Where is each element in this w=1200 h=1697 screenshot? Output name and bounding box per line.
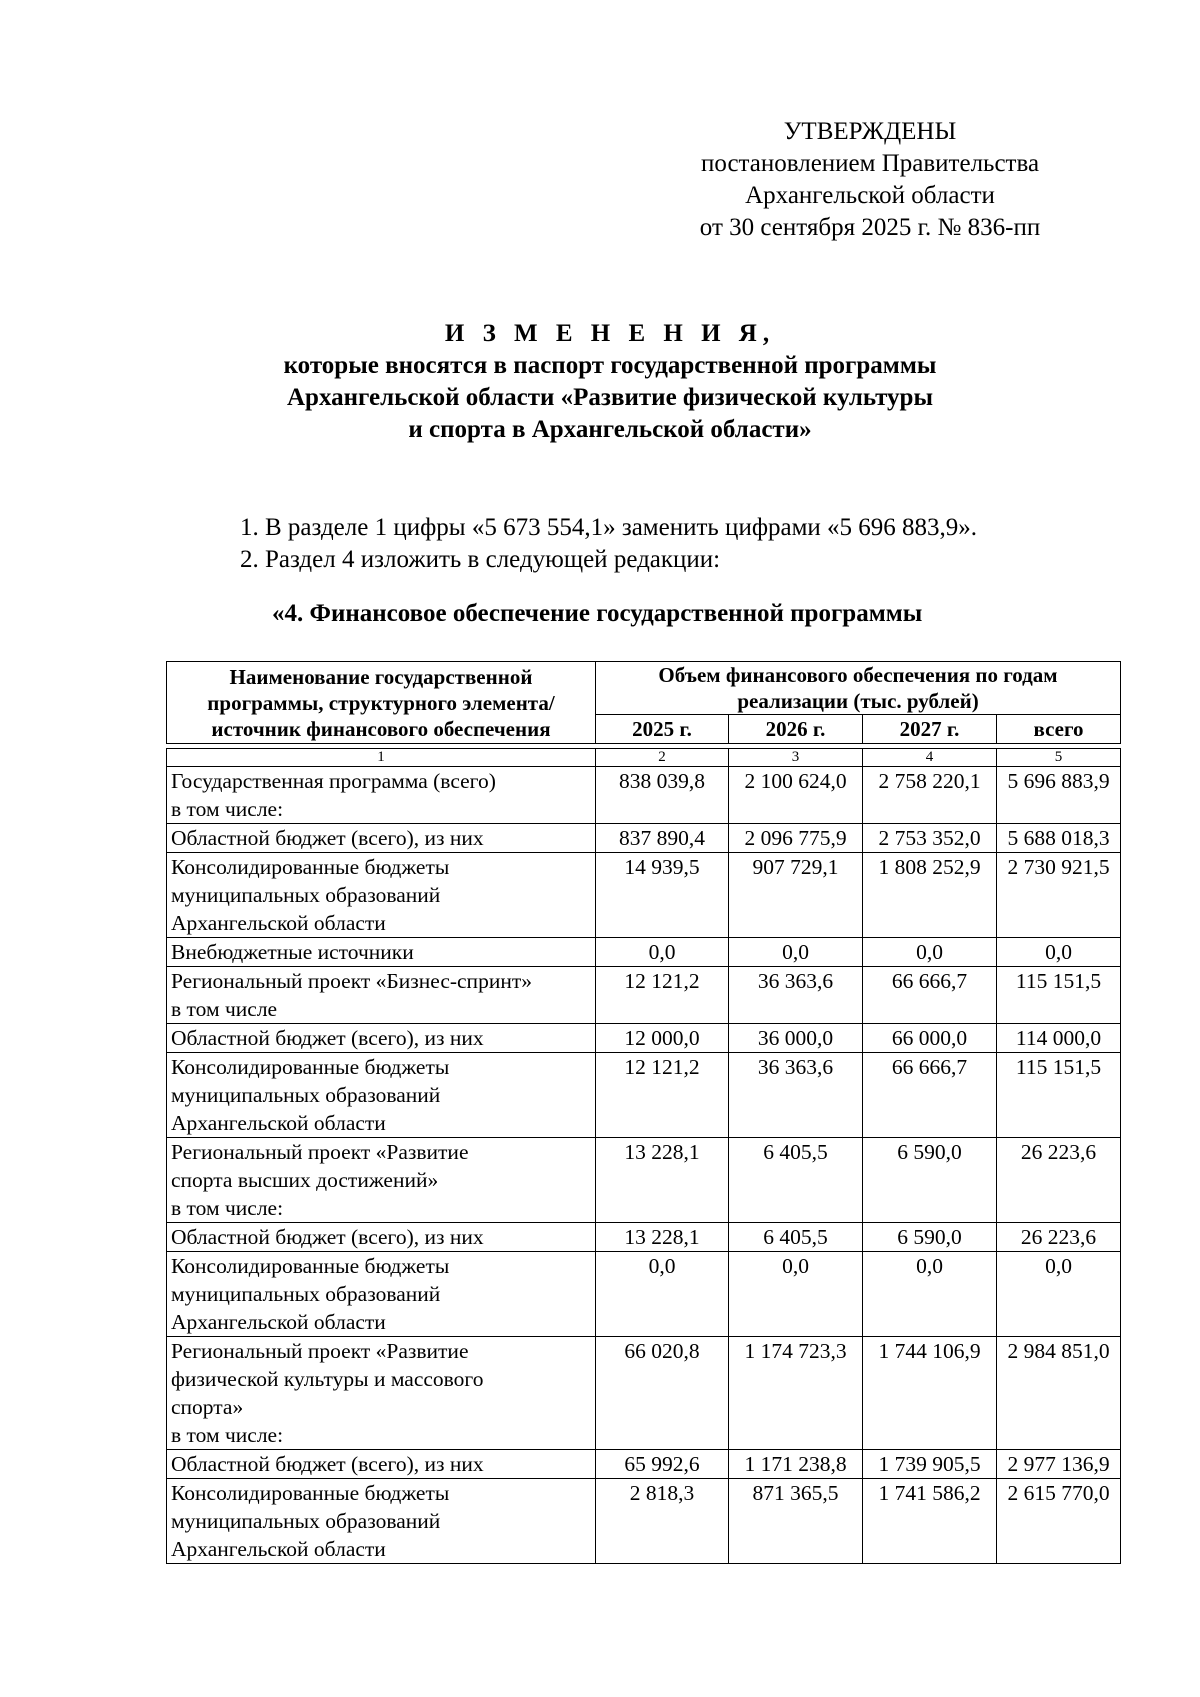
value-cell: 5 696 883,9	[997, 767, 1121, 824]
value-cell: 66 000,0	[863, 1024, 997, 1053]
row-label-line: Архангельской области	[171, 1310, 386, 1334]
row-label	[167, 938, 596, 967]
header-volume-line-1: Объем финансового обеспечения по годам	[658, 663, 1058, 687]
value-cell: 6 590,0	[863, 1223, 997, 1252]
column-numbers-row	[167, 749, 1121, 767]
row-label	[167, 1138, 596, 1223]
value-cell: 1 171 238,8	[729, 1450, 863, 1479]
value-cell: 6 405,5	[729, 1223, 863, 1252]
table-row	[167, 1138, 1121, 1223]
value-cell: 36 000,0	[729, 1024, 863, 1053]
row-label	[167, 767, 596, 824]
approval-region: Архангельской области	[745, 182, 995, 209]
value-cell: 6 590,0	[863, 1138, 997, 1223]
change-items	[240, 512, 977, 576]
value-cell: 66 666,7	[863, 1053, 997, 1138]
column-number: 3	[729, 749, 863, 767]
value-cell: 1 739 905,5	[863, 1450, 997, 1479]
value-cell: 0,0	[729, 1252, 863, 1337]
change-item-1: 1. В разделе 1 цифры «5 673 554,1» заменить цифрами «5 696 883,9».	[240, 514, 978, 541]
value-cell: 0,0	[596, 1252, 729, 1337]
title-line-2: Архангельской области «Развитие физической культуры	[287, 384, 933, 411]
value-cell: 871 365,5	[729, 1479, 863, 1564]
row-label-line: Консолидированные бюджеты	[171, 1055, 450, 1079]
value-cell: 0,0	[863, 938, 997, 967]
approval-resolution: постановлением Правительства	[700, 150, 1040, 177]
header-year-2026: 2026 г.	[729, 715, 863, 744]
value-cell: 65 992,6	[596, 1450, 729, 1479]
row-label-line: спорта высших достижений»	[171, 1168, 439, 1192]
row-label-line: Региональный проект «Развитие	[171, 1339, 469, 1363]
row-label	[167, 1053, 596, 1138]
value-cell: 5 688 018,3	[997, 824, 1121, 853]
value-cell: 36 363,6	[729, 1053, 863, 1138]
row-label	[167, 1024, 596, 1053]
value-cell: 1 174 723,3	[729, 1337, 863, 1450]
value-cell: 12 000,0	[596, 1024, 729, 1053]
row-label-line: в том числе:	[171, 1196, 284, 1220]
table-row	[167, 824, 1121, 853]
column-number: 1	[167, 749, 596, 767]
value-cell: 837 890,4	[596, 824, 729, 853]
row-label-line: спорта»	[171, 1395, 244, 1419]
value-cell: 2 818,3	[596, 1479, 729, 1564]
value-cell: 12 121,2	[596, 1053, 729, 1138]
row-label-line: Региональный проект «Развитие	[171, 1140, 469, 1164]
header-volume-cell	[596, 662, 1121, 715]
row-label-line: Архангельской области	[171, 1537, 386, 1561]
title-heading: И З М Е Н Е Н И Я,	[444, 320, 776, 347]
header-name-line-2: программы, структурного элемента/	[207, 690, 555, 715]
row-label-line: Внебюджетные источники	[171, 940, 414, 964]
table-row	[167, 1450, 1121, 1479]
header-year-2027: 2027 г.	[863, 715, 997, 744]
value-cell: 2 753 352,0	[863, 824, 997, 853]
value-cell: 115 151,5	[997, 1053, 1121, 1138]
value-cell: 26 223,6	[997, 1223, 1121, 1252]
row-label-line: в том числе	[171, 997, 278, 1021]
value-cell: 26 223,6	[997, 1138, 1121, 1223]
value-cell: 66 020,8	[596, 1337, 729, 1450]
row-label	[167, 967, 596, 1024]
table-row	[167, 767, 1121, 824]
approval-heading: УТВЕРЖДЕНЫ	[783, 118, 957, 145]
value-cell: 2 758 220,1	[863, 767, 997, 824]
row-label-line: Архангельской области	[171, 1111, 386, 1135]
value-cell: 2 615 770,0	[997, 1479, 1121, 1564]
section-title: «4. Финансовое обеспечение государственной программы	[272, 600, 923, 627]
value-cell: 2 977 136,9	[997, 1450, 1121, 1479]
value-cell: 2 096 775,9	[729, 824, 863, 853]
row-label	[167, 824, 596, 853]
row-label-line: физической культуры и массового	[171, 1367, 484, 1391]
row-label-line: муниципальных образований	[171, 883, 441, 907]
value-cell: 66 666,7	[863, 967, 997, 1024]
value-cell: 0,0	[863, 1252, 997, 1337]
table-row	[167, 1337, 1121, 1450]
value-cell: 0,0	[997, 938, 1121, 967]
header-total: всего	[997, 715, 1121, 744]
value-cell: 907 729,1	[729, 853, 863, 938]
header-year-2025: 2025 г.	[596, 715, 729, 744]
value-cell: 838 039,8	[596, 767, 729, 824]
row-label-line: Областной бюджет (всего), из них	[171, 826, 484, 850]
value-cell: 0,0	[729, 938, 863, 967]
row-label-line: муниципальных образований	[171, 1282, 441, 1306]
value-cell: 114 000,0	[997, 1024, 1121, 1053]
row-label-line: в том числе:	[171, 1423, 284, 1447]
row-label-line: Региональный проект «Бизнес-спринт»	[171, 969, 532, 993]
row-label-line: Консолидированные бюджеты	[171, 855, 450, 879]
table-row	[167, 967, 1121, 1024]
value-cell: 13 228,1	[596, 1223, 729, 1252]
row-label	[167, 853, 596, 938]
table-row	[167, 938, 1121, 967]
value-cell: 0,0	[596, 938, 729, 967]
table-row	[167, 1479, 1121, 1564]
table-row	[167, 1024, 1121, 1053]
value-cell: 115 151,5	[997, 967, 1121, 1024]
table-row	[167, 1223, 1121, 1252]
financing-table	[166, 748, 1121, 1564]
row-label-line: Архангельской области	[171, 911, 386, 935]
table-row	[167, 853, 1121, 938]
row-label-line: Консолидированные бюджеты	[171, 1254, 450, 1278]
header-volume-line-2: реализации (тыс. рублей)	[737, 689, 979, 713]
value-cell: 6 405,5	[729, 1138, 863, 1223]
table-header	[166, 661, 1121, 744]
row-label	[167, 1337, 596, 1450]
row-label-line: Областной бюджет (всего), из них	[171, 1452, 484, 1476]
table-row	[167, 1053, 1121, 1138]
value-cell: 13 228,1	[596, 1138, 729, 1223]
approval-date-number: от 30 сентября 2025 г. № 836-пп	[699, 214, 1041, 241]
change-item-2: 2. Раздел 4 изложить в следующей редакции:	[240, 546, 721, 573]
row-label-line: в том числе:	[171, 797, 284, 821]
row-label-line: Консолидированные бюджеты	[171, 1481, 450, 1505]
column-number: 2	[596, 749, 729, 767]
row-label-line: Областной бюджет (всего), из них	[171, 1026, 484, 1050]
header-name-line-3: источник финансового обеспечения	[211, 716, 551, 741]
value-cell: 2 100 624,0	[729, 767, 863, 824]
row-label-line: муниципальных образований	[171, 1083, 441, 1107]
title-line-1: которые вносятся в паспорт государственной программы	[283, 352, 937, 379]
table-row	[167, 1252, 1121, 1337]
value-cell: 2 730 921,5	[997, 853, 1121, 938]
column-number: 5	[997, 749, 1121, 767]
value-cell: 36 363,6	[729, 967, 863, 1024]
header-name-line-1: Наименование государственной	[229, 664, 533, 689]
value-cell: 12 121,2	[596, 967, 729, 1024]
value-cell: 0,0	[997, 1252, 1121, 1337]
row-label	[167, 1479, 596, 1564]
row-label-line: Областной бюджет (всего), из них	[171, 1225, 484, 1249]
row-label-line: муниципальных образований	[171, 1509, 441, 1533]
row-label	[167, 1252, 596, 1337]
value-cell: 1 741 586,2	[863, 1479, 997, 1564]
row-label-line: Государственная программа (всего)	[171, 769, 496, 793]
title-line-3: и спорта в Архангельской области»	[408, 416, 812, 443]
header-name-cell	[167, 662, 596, 744]
value-cell: 1 744 106,9	[863, 1337, 997, 1450]
row-label	[167, 1450, 596, 1479]
document-title	[170, 318, 1050, 446]
row-label	[167, 1223, 596, 1252]
column-number: 4	[863, 749, 997, 767]
value-cell: 14 939,5	[596, 853, 729, 938]
value-cell: 2 984 851,0	[997, 1337, 1121, 1450]
value-cell: 1 808 252,9	[863, 853, 997, 938]
approval-block	[660, 116, 1080, 244]
